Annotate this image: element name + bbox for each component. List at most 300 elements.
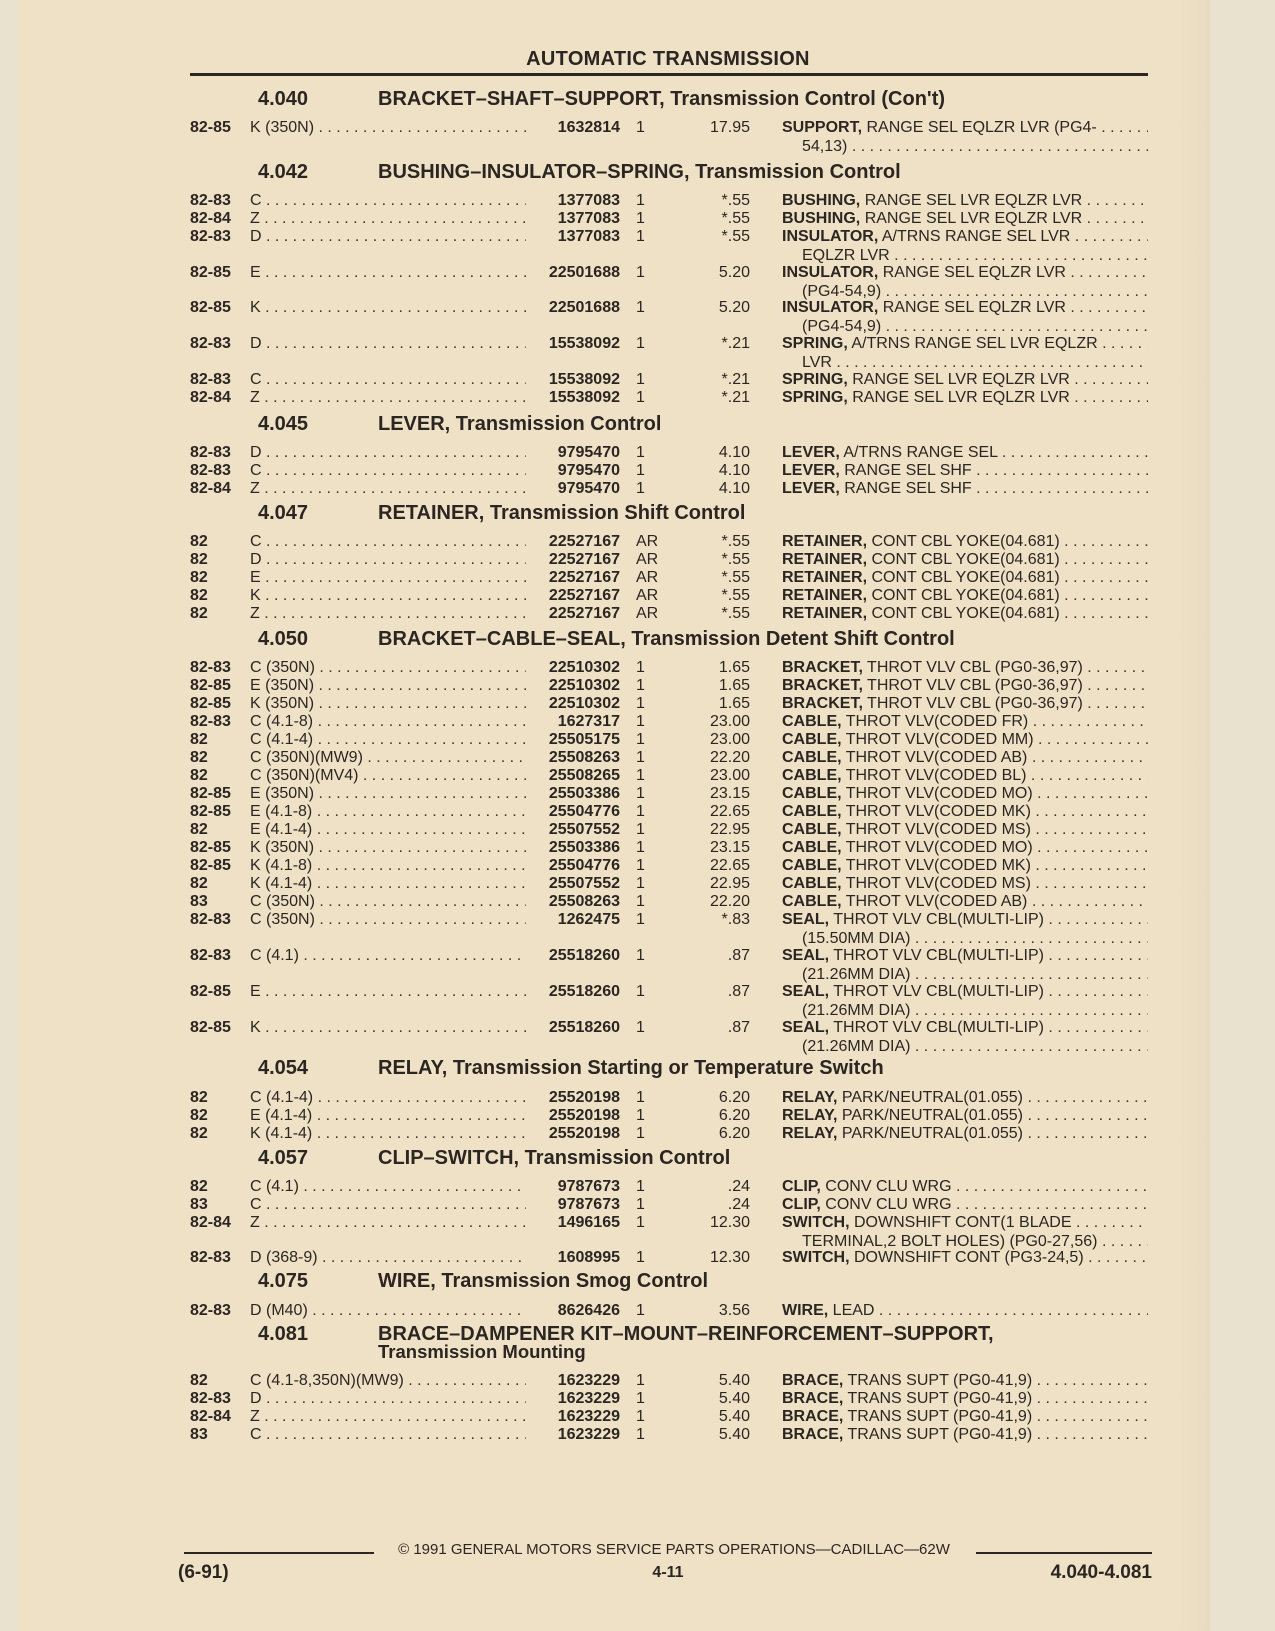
part-row [190, 550, 1148, 569]
section-title: RELAY, Transmission Starting or Temperature Switch [378, 1057, 884, 1079]
quantity: 1 [636, 803, 645, 820]
part-number: 1627317 [557, 713, 620, 730]
part-description-text: TRANS SUPT (PG0-41,9) [847, 1390, 1033, 1407]
model-code: Z . . . [250, 604, 526, 623]
part-number: 1377083 [557, 210, 620, 227]
part-description [782, 568, 1148, 587]
part-description-text: RANGE SEL EQLZR LVR [882, 299, 1066, 316]
part-description [782, 370, 1148, 389]
model-years: 82 [190, 1372, 208, 1389]
model-years: 82-84 [190, 480, 231, 497]
section-heading [258, 502, 1158, 526]
model-code: E (350N) . . . [250, 676, 526, 695]
part-row [190, 586, 1148, 605]
price: 22.95 [709, 821, 750, 838]
model-code: K (4.1-4) . . . [250, 874, 526, 893]
part-row [190, 263, 1148, 300]
part-description [782, 766, 1148, 785]
part-item-name: CABLE, [782, 767, 842, 784]
part-description-text: PARK/NEUTRAL(01.055) [841, 1107, 1023, 1124]
quantity: 1 [636, 911, 645, 928]
model-code: E (4.1-4) . . . [250, 1106, 526, 1125]
part-description-text: THROT VLV CBL (PG0-36,97) [867, 677, 1083, 694]
part-number: 1608995 [557, 1249, 620, 1266]
model-years: 82 [190, 1178, 208, 1195]
part-item-name: SPRING, [782, 335, 848, 352]
price: *.55 [721, 192, 750, 209]
part-description-text: TRANS SUPT (PG0-41,9) [847, 1408, 1033, 1425]
header-rule [190, 73, 1148, 76]
part-description-text: THROT VLV(CODED AB) [845, 749, 1028, 766]
model-code: C (4.1-8,350N)(MW9) . . . [250, 1371, 526, 1390]
model-years: 82-85 [190, 983, 231, 1000]
model-code: E . . . [250, 568, 526, 587]
model-code: K (4.1-4) . . . [250, 1124, 526, 1143]
part-description-text: RANGE SEL EQLZR LVR (PG4- [866, 119, 1097, 136]
part-number: 15538092 [548, 389, 620, 406]
section-title: RETAINER, Transmission Shift Control [378, 502, 746, 524]
model-years: 82 [190, 749, 208, 766]
model-code: C (4.1) . . . [250, 1177, 526, 1196]
part-item-name: SPRING, [782, 371, 848, 388]
model-years: 83 [190, 1196, 208, 1213]
price: *.83 [721, 911, 750, 928]
part-number: 1623229 [557, 1372, 620, 1389]
part-row [190, 1301, 1148, 1320]
model-years: 82 [190, 821, 208, 838]
part-row [190, 946, 1148, 983]
part-description [782, 1389, 1148, 1408]
price: 12.30 [709, 1249, 750, 1266]
part-description-text: THROT VLV(CODED MS) [845, 821, 1031, 838]
part-number: 9795470 [557, 462, 620, 479]
part-description [782, 1248, 1148, 1267]
quantity: 1 [636, 821, 645, 838]
part-description [782, 730, 1148, 749]
part-number: 25518260 [548, 1019, 620, 1036]
quantity: 1 [636, 1408, 645, 1425]
price: 5.40 [718, 1372, 750, 1389]
part-item-name: SEAL, [782, 947, 830, 964]
part-description-text: DOWNSHIFT CONT(1 BLADE [854, 1214, 1072, 1231]
part-description-text: CONT CBL YOKE(04.681) [871, 587, 1060, 604]
part-number: 25505175 [548, 731, 620, 748]
model-years: 82-84 [190, 1408, 231, 1425]
part-row [190, 874, 1148, 893]
model-code: K . . . [250, 1018, 526, 1037]
page-header-title: AUTOMATIC TRANSMISSION [526, 48, 810, 70]
model-code: D (M40) . . . [250, 1301, 526, 1320]
part-item-name: SWITCH, [782, 1249, 850, 1266]
part-description [782, 461, 1148, 480]
section-title-continued: Transmission Mounting [378, 1341, 586, 1362]
part-description [782, 874, 1148, 893]
part-description-continued: EQLZR LVR . . . [802, 246, 1148, 265]
part-number: 1496165 [557, 1214, 620, 1231]
part-description [782, 118, 1148, 137]
section-code: 4.047 [258, 502, 309, 524]
quantity: 1 [636, 299, 645, 316]
part-description-text: PARK/NEUTRAL(01.055) [841, 1125, 1023, 1142]
part-item-name: CABLE, [782, 731, 842, 748]
part-row [190, 1195, 1148, 1214]
part-description [782, 1088, 1148, 1107]
section-title: CLIP–SWITCH, Transmission Control [378, 1147, 731, 1169]
part-number: 22527167 [548, 533, 620, 550]
price: 1.65 [718, 695, 750, 712]
part-number: 25520198 [548, 1125, 620, 1142]
price: 22.20 [709, 749, 750, 766]
part-description-text: TRANS SUPT (PG0-41,9) [847, 1372, 1033, 1389]
part-row [190, 1018, 1148, 1055]
part-description-text: CONV CLU WRG [825, 1196, 952, 1213]
model-years: 82 [190, 533, 208, 550]
part-description [782, 712, 1148, 731]
model-years: 82 [190, 1107, 208, 1124]
model-years: 82-83 [190, 947, 231, 964]
part-item-name: SPRING, [782, 389, 848, 406]
part-number: 22527167 [548, 587, 620, 604]
model-code: C (4.1-8) . . . [250, 712, 526, 731]
part-description [782, 479, 1148, 498]
quantity: 1 [636, 713, 645, 730]
part-item-name: SUPPORT, [782, 119, 863, 136]
price: *.21 [721, 335, 750, 352]
part-number: 22527167 [548, 605, 620, 622]
section-heading [258, 88, 1158, 112]
part-row [190, 838, 1148, 857]
model-code: D . . . [250, 443, 526, 462]
part-number: 25508265 [548, 767, 620, 784]
part-row [190, 1088, 1148, 1107]
price: 23.15 [709, 839, 750, 856]
quantity: 1 [636, 119, 645, 136]
section-heading [258, 413, 1158, 437]
part-description [782, 982, 1148, 1001]
quantity: 1 [636, 1107, 645, 1124]
model-code: D . . . [250, 1389, 526, 1408]
part-description-text: CONT CBL YOKE(04.681) [871, 605, 1060, 622]
part-number: 22510302 [548, 659, 620, 676]
price: *.55 [721, 605, 750, 622]
quantity: 1 [636, 1302, 645, 1319]
part-row [190, 1248, 1148, 1267]
part-description [782, 1425, 1148, 1444]
model-code: C . . . [250, 532, 526, 551]
quantity: 1 [636, 1089, 645, 1106]
model-code: Z . . . [250, 479, 526, 498]
part-row [190, 227, 1148, 264]
part-number: 1377083 [557, 228, 620, 245]
part-description-text: THROT VLV(CODED MM) [845, 731, 1034, 748]
section-title: WIRE, Transmission Smog Control [378, 1270, 709, 1292]
model-years: 82-83 [190, 1302, 231, 1319]
part-item-name: INSULATOR, [782, 264, 879, 281]
part-item-name: LEVER, [782, 462, 840, 479]
part-row [190, 1425, 1148, 1444]
part-item-name: RETAINER, [782, 569, 868, 586]
part-description [782, 1371, 1148, 1390]
part-item-name: BRACKET, [782, 659, 863, 676]
part-description-text: THROT VLV(CODED MO) [845, 839, 1033, 856]
model-code: K . . . [250, 586, 526, 605]
quantity: 1 [636, 983, 645, 1000]
model-code: Z . . . [250, 1213, 526, 1232]
section-heading [258, 628, 1158, 652]
model-years: 82 [190, 569, 208, 586]
price: 17.95 [709, 119, 750, 136]
model-code: E (4.1-4) . . . [250, 820, 526, 839]
model-code: C . . . [250, 1195, 526, 1214]
part-number: 22527167 [548, 569, 620, 586]
quantity: 1 [636, 210, 645, 227]
model-years: 82-83 [190, 659, 231, 676]
part-number: 25508263 [548, 749, 620, 766]
model-code: C . . . [250, 370, 526, 389]
part-item-name: LEVER, [782, 480, 840, 497]
model-years: 82-83 [190, 228, 231, 245]
part-item-name: CLIP, [782, 1196, 821, 1213]
part-number: 15538092 [548, 371, 620, 388]
quantity: AR [636, 569, 659, 586]
part-row [190, 892, 1148, 911]
model-code: C (350N)(MV4) . . . [250, 766, 526, 785]
part-number: 9787673 [557, 1178, 620, 1195]
part-row [190, 1177, 1148, 1196]
model-code: Z . . . [250, 388, 526, 407]
model-years: 82-83 [190, 371, 231, 388]
part-item-name: CABLE, [782, 713, 842, 730]
part-description [782, 946, 1148, 965]
part-description-text: CONT CBL YOKE(04.681) [871, 569, 1060, 586]
part-row [190, 658, 1148, 677]
part-description [782, 1195, 1148, 1214]
part-item-name: RETAINER, [782, 533, 868, 550]
part-item-name: SEAL, [782, 911, 830, 928]
model-years: 82-85 [190, 677, 231, 694]
model-code: C (4.1-4) . . . [250, 730, 526, 749]
price: 23.00 [709, 731, 750, 748]
part-item-name: CABLE, [782, 839, 842, 856]
part-item-name: BUSHING, [782, 192, 861, 209]
part-number: 1623229 [557, 1426, 620, 1443]
section-code: 4.054 [258, 1057, 309, 1079]
part-description-continued: 54,13) . . . [802, 137, 1148, 156]
price: .24 [727, 1178, 750, 1195]
quantity: 1 [636, 371, 645, 388]
model-code: D . . . [250, 227, 526, 246]
part-row [190, 1213, 1148, 1250]
part-number: 1262475 [557, 911, 620, 928]
part-description [782, 1213, 1148, 1232]
section-title: BRACKET–SHAFT–SUPPORT, Transmission Control (Con't) [378, 88, 946, 110]
model-years: 83 [190, 893, 208, 910]
part-row [190, 479, 1148, 498]
part-item-name: RETAINER, [782, 551, 868, 568]
part-description [782, 586, 1148, 605]
price: 6.20 [718, 1125, 750, 1142]
part-description-text: CONV CLU WRG [825, 1178, 952, 1195]
part-description-text: CONT CBL YOKE(04.681) [871, 533, 1060, 550]
quantity: 1 [636, 695, 645, 712]
section-title: BRACE–DAMPENER KIT–MOUNT–REINFORCEMENT–SUPPORT, [378, 1323, 994, 1345]
part-row [190, 712, 1148, 731]
part-description [782, 748, 1148, 767]
part-description [782, 604, 1148, 623]
part-item-name: CABLE, [782, 821, 842, 838]
price: 22.65 [709, 857, 750, 874]
part-description-text: CONT CBL YOKE(04.681) [871, 551, 1060, 568]
part-item-name: BUSHING, [782, 210, 861, 227]
part-description-text: THROT VLV CBL(MULTI-LIP) [833, 983, 1044, 1000]
part-description-text: RANGE SEL LVR EQLZR LVR [852, 371, 1070, 388]
part-description [782, 263, 1148, 282]
model-years: 82-83 [190, 444, 231, 461]
part-item-name: BRACE, [782, 1372, 844, 1389]
section-title: BUSHING–INSULATOR–SPRING, Transmission Control [378, 161, 901, 183]
part-item-name: SEAL, [782, 983, 830, 1000]
model-years: 82-85 [190, 264, 231, 281]
model-code: E . . . [250, 263, 526, 282]
part-description [782, 694, 1148, 713]
part-number: 1623229 [557, 1408, 620, 1425]
part-item-name: CABLE, [782, 749, 842, 766]
part-item-name: BRACKET, [782, 695, 863, 712]
part-row [190, 820, 1148, 839]
footer-rule-right [976, 1552, 1152, 1554]
model-years: 82-85 [190, 695, 231, 712]
part-item-name: CABLE, [782, 857, 842, 874]
part-number: 1632814 [557, 119, 620, 136]
part-number: 25518260 [548, 947, 620, 964]
price: .24 [727, 1196, 750, 1213]
part-row [190, 802, 1148, 821]
part-row [190, 1124, 1148, 1143]
model-years: 82 [190, 767, 208, 784]
part-description [782, 658, 1148, 677]
part-description-text: THROT VLV CBL(MULTI-LIP) [833, 947, 1044, 964]
section-code: 4.081 [258, 1323, 309, 1345]
part-description-text: LEAD [832, 1302, 875, 1319]
model-code: D . . . [250, 334, 526, 353]
model-code: C (4.1) . . . [250, 946, 526, 965]
model-code: C (350N) . . . [250, 892, 526, 911]
part-item-name: BRACE, [782, 1426, 844, 1443]
model-years: 82 [190, 587, 208, 604]
part-row [190, 334, 1148, 371]
price: 1.65 [718, 659, 750, 676]
part-number: 8626426 [557, 1302, 620, 1319]
model-years: 83 [190, 1426, 208, 1443]
price: *.55 [721, 533, 750, 550]
quantity: 1 [636, 947, 645, 964]
section-heading [258, 1323, 1158, 1362]
model-years: 82 [190, 551, 208, 568]
part-item-name: BRACKET, [782, 677, 863, 694]
quantity: 1 [636, 875, 645, 892]
part-description [782, 550, 1148, 569]
part-number: 22501688 [548, 299, 620, 316]
quantity: 1 [636, 264, 645, 281]
model-code: C . . . [250, 461, 526, 480]
quantity: 1 [636, 767, 645, 784]
part-description [782, 1301, 1148, 1320]
part-description [782, 1018, 1148, 1037]
price: 6.20 [718, 1107, 750, 1124]
part-row [190, 191, 1148, 210]
part-description [782, 334, 1148, 353]
part-description-text: THROT VLV CBL(MULTI-LIP) [833, 1019, 1044, 1036]
part-description-continued: (PG4-54,9) . . . [802, 317, 1148, 336]
part-item-name: RELAY, [782, 1089, 838, 1106]
part-description-text: RANGE SEL EQLZR LVR [882, 264, 1066, 281]
quantity: 1 [636, 785, 645, 802]
price: *.21 [721, 389, 750, 406]
quantity: 1 [636, 731, 645, 748]
part-description [782, 856, 1148, 875]
model-code: C (350N) . . . [250, 658, 526, 677]
section-code: 4.045 [258, 413, 309, 435]
part-number: 25503386 [548, 785, 620, 802]
quantity: 1 [636, 893, 645, 910]
price: 6.20 [718, 1089, 750, 1106]
model-years: 82-83 [190, 1390, 231, 1407]
price: 22.20 [709, 893, 750, 910]
part-item-name: INSULATOR, [782, 299, 879, 316]
price: 22.95 [709, 875, 750, 892]
model-years: 82 [190, 605, 208, 622]
catalog-page [18, 0, 1210, 1631]
footer-rule-left [184, 1552, 374, 1554]
part-description [782, 802, 1148, 821]
part-row [190, 209, 1148, 228]
price: .87 [727, 983, 750, 1000]
part-row [190, 298, 1148, 335]
part-description-text: THROT VLV(CODED MK) [845, 803, 1031, 820]
model-code: Z . . . [250, 1407, 526, 1426]
model-code: K (350N) . . . [250, 694, 526, 713]
part-number: 25520198 [548, 1089, 620, 1106]
part-description [782, 1407, 1148, 1426]
price: 4.10 [718, 444, 750, 461]
quantity: 1 [636, 192, 645, 209]
footer-section-range: 4.040-4.081 [1050, 1562, 1152, 1583]
price: 5.40 [718, 1390, 750, 1407]
price: 4.10 [718, 462, 750, 479]
model-code: D (368-9) . . . [250, 1248, 526, 1267]
part-item-name: RELAY, [782, 1107, 838, 1124]
part-description-text: THROT VLV(CODED BL) [845, 767, 1027, 784]
part-row [190, 784, 1148, 803]
part-item-name: CABLE, [782, 875, 842, 892]
quantity: 1 [636, 335, 645, 352]
part-description [782, 1177, 1148, 1196]
section-title: BRACKET–CABLE–SEAL, Transmission Detent Shift Control [378, 628, 955, 650]
quantity: 1 [636, 480, 645, 497]
part-item-name: CABLE, [782, 803, 842, 820]
part-item-name: SEAL, [782, 1019, 830, 1036]
part-number: 25507552 [548, 875, 620, 892]
part-description [782, 532, 1148, 551]
quantity: 1 [636, 749, 645, 766]
part-description-text: RANGE SEL SHF [844, 480, 972, 497]
part-row [190, 982, 1148, 1019]
part-number: 9795470 [557, 444, 620, 461]
part-item-name: RETAINER, [782, 587, 868, 604]
footer-copyright: © 1991 GENERAL MOTORS SERVICE PARTS OPERATIONS—CADILLAC—62W [398, 1541, 950, 1558]
quantity: 1 [636, 1372, 645, 1389]
section-code: 4.042 [258, 161, 309, 183]
